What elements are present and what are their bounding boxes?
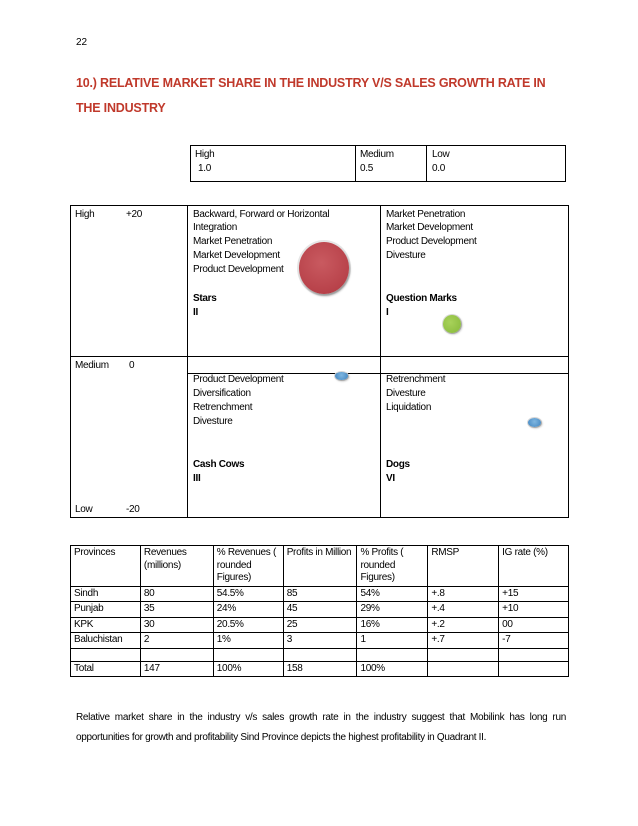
strategy-line: Product Development xyxy=(193,374,284,385)
header-cell: IG rate (%) xyxy=(499,546,569,587)
quadrant-title: Question Marks xyxy=(386,293,457,304)
table-cell: 1% xyxy=(213,633,283,649)
growth-high-label: High xyxy=(75,209,95,220)
growth-low-value: -20 xyxy=(126,504,140,515)
strategy-line: Market Penetration xyxy=(386,209,466,220)
divider xyxy=(187,205,188,518)
stars-circle xyxy=(299,242,349,294)
growth-low-label: Low xyxy=(75,504,93,515)
table-cell: +.7 xyxy=(428,633,499,649)
share-low-label: Low xyxy=(432,149,450,160)
quadrant-title: Stars xyxy=(193,293,217,304)
strategy-line: Product Development xyxy=(193,264,284,275)
quadrant-title: Dogs xyxy=(386,459,410,470)
strategy-line: Liquidation xyxy=(386,402,432,413)
province-table xyxy=(70,545,569,677)
table-cell: KPK xyxy=(71,617,141,633)
table-empty-row xyxy=(71,648,569,661)
table-total-row xyxy=(71,661,569,677)
table-cell: 20.5% xyxy=(213,617,283,633)
quadrant-title: Cash Cows xyxy=(193,459,245,470)
strategy-line: Integration xyxy=(193,222,237,233)
growth-medium-label: Medium xyxy=(75,360,109,371)
strategy-line: Product Development xyxy=(386,236,477,247)
table-cell: 80 xyxy=(140,586,213,602)
header-cell: % Revenues ( rounded Figures) xyxy=(213,546,283,587)
page-number: 22 xyxy=(76,37,88,48)
share-medium-value: 0.5 xyxy=(360,163,374,174)
divider xyxy=(426,145,427,182)
table-cell: 100% xyxy=(213,661,283,677)
divider xyxy=(355,145,356,182)
strategy-line: Retrenchment xyxy=(386,374,446,385)
table-cell: +.4 xyxy=(428,602,499,618)
strategy-line: Divesture xyxy=(386,388,426,399)
share-high-label: High xyxy=(195,149,215,160)
divider xyxy=(70,356,569,357)
header-cell: Profits in Million xyxy=(283,546,357,587)
table-cell: 147 xyxy=(140,661,213,677)
divider xyxy=(380,205,381,518)
header-cell: Revenues (millions) xyxy=(140,546,213,587)
quadrant-numeral: VI xyxy=(386,473,395,484)
table-row xyxy=(71,617,569,633)
table-cell xyxy=(499,661,569,677)
table-cell: 00 xyxy=(499,617,569,633)
table-cell: 100% xyxy=(357,661,428,677)
share-low-value: 0.0 xyxy=(432,163,446,174)
table-cell: 29% xyxy=(357,602,428,618)
growth-high-value: +20 xyxy=(126,209,143,220)
header-cell: Provinces xyxy=(71,546,141,587)
growth-medium-value: 0 xyxy=(129,360,135,371)
table-header-row xyxy=(71,546,569,587)
table-cell: 54.5% xyxy=(213,586,283,602)
table-cell: +15 xyxy=(499,586,569,602)
table-cell: Total xyxy=(71,661,141,677)
table-cell: 158 xyxy=(283,661,357,677)
table-cell: 1 xyxy=(357,633,428,649)
summary-paragraph: Relative market share in the industry v/s sales growth rate in the industry suggest that Mobilink has long run opportunities for growth and profitability Sind Province depicts the highest profitability in Quadrant II. xyxy=(76,712,566,743)
dogs-dot xyxy=(528,418,541,427)
table-row xyxy=(71,602,569,618)
table-cell: 45 xyxy=(283,602,357,618)
table-cell: +10 xyxy=(499,602,569,618)
table-row xyxy=(71,633,569,649)
share-high-value: 1.0 xyxy=(198,163,212,174)
table-cell: 24% xyxy=(213,602,283,618)
strategy-line: Retrenchment xyxy=(193,402,253,413)
table-cell: 25 xyxy=(283,617,357,633)
section-heading: 10.) RELATIVE MARKET SHARE IN THE INDUSTRY V/S SALES GROWTH RATE IN THE INDUSTRY xyxy=(76,76,546,115)
table-cell: 2 xyxy=(140,633,213,649)
table-cell: 30 xyxy=(140,617,213,633)
strategy-line: Backward, Forward or Horizontal xyxy=(193,209,330,220)
table-cell: 16% xyxy=(357,617,428,633)
header-cell: RMSP xyxy=(428,546,499,587)
strategy-line: Divesture xyxy=(193,416,233,427)
strategy-line: Divesture xyxy=(386,250,426,261)
table-cell: 85 xyxy=(283,586,357,602)
table-cell: +.8 xyxy=(428,586,499,602)
table-cell: +.2 xyxy=(428,617,499,633)
table-cell: Sindh xyxy=(71,586,141,602)
quadrant-numeral: II xyxy=(193,307,198,318)
header-cell: % Profits ( rounded Figures) xyxy=(357,546,428,587)
table-row xyxy=(71,586,569,602)
table-cell: Punjab xyxy=(71,602,141,618)
quadrant-numeral: III xyxy=(193,473,201,484)
table-cell: 54% xyxy=(357,586,428,602)
table-cell: 3 xyxy=(283,633,357,649)
strategy-line: Diversification xyxy=(193,388,251,399)
table-cell xyxy=(428,661,499,677)
table-cell: 35 xyxy=(140,602,213,618)
share-medium-label: Medium xyxy=(360,149,394,160)
strategy-line: Market Development xyxy=(193,250,280,261)
cash-cows-dot xyxy=(335,372,348,380)
strategy-line: Market Penetration xyxy=(193,236,273,247)
strategy-line: Market Development xyxy=(386,222,473,233)
quadrant-numeral: I xyxy=(386,307,389,318)
table-cell: -7 xyxy=(499,633,569,649)
table-cell: Baluchistan xyxy=(71,633,141,649)
question-marks-circle xyxy=(443,315,461,333)
